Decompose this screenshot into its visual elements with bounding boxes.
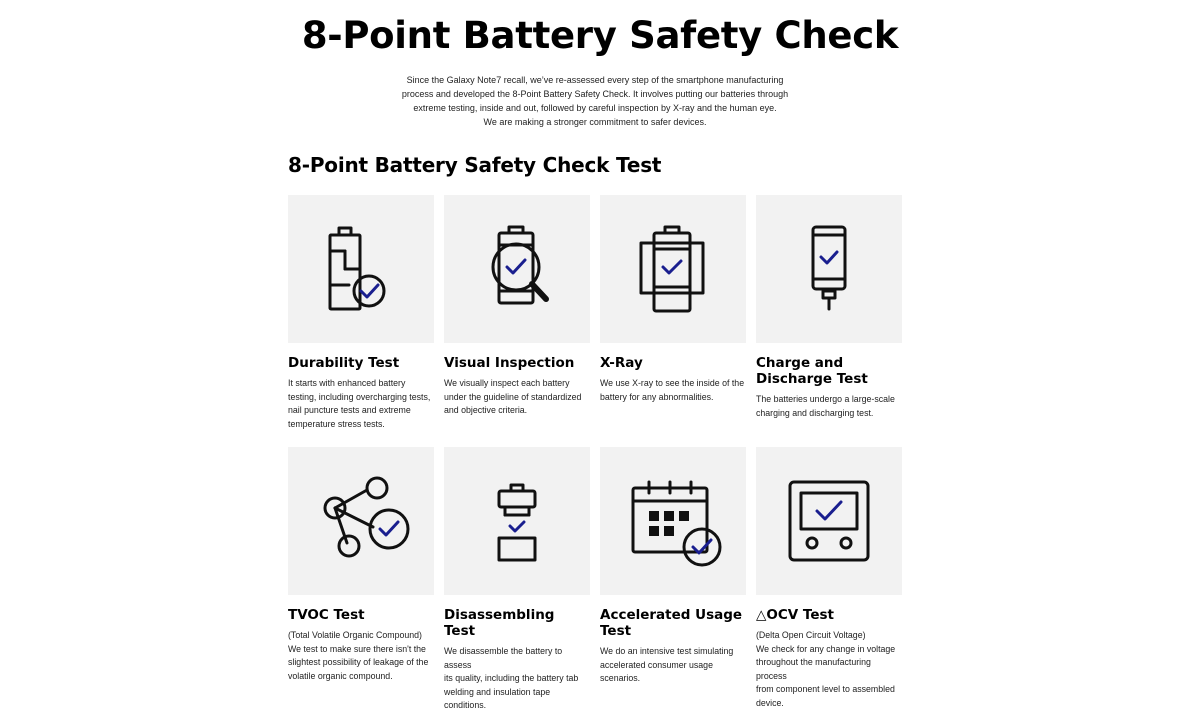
test-tile (444, 447, 590, 595)
durability-battery-check-icon (321, 219, 401, 319)
intro-text (380, 73, 810, 129)
test-description: The batteries undergo a large-scale charging and discharging test. (756, 394, 895, 418)
section-title: 8-Point Battery Safety Check Test (288, 153, 662, 177)
test-description: We visually inspect each battery under the guideline of standardized and objective criteria. (444, 378, 582, 416)
test-tile (600, 195, 746, 343)
test-title: Visual Inspection (444, 355, 575, 371)
test-title: Durability Test (288, 355, 400, 371)
magnifier-battery-icon (477, 219, 557, 319)
test-card-durability (288, 195, 434, 431)
test-card-x-ray (600, 195, 746, 404)
test-description: We disassemble the battery to assess its quality, including the battery tab welding and insulation tape conditions. (444, 646, 579, 711)
test-description: (Delta Open Circuit Voltage) We check for any change in voltage throughout the manufacturing process from component level to assembled device. (756, 630, 896, 708)
test-tile (756, 195, 902, 343)
test-title: TVOC Test (288, 607, 365, 623)
test-description: We do an intensive test simulating accelerated consumer usage scenarios. (600, 646, 734, 684)
test-title: X-Ray (600, 355, 643, 371)
test-tile (288, 447, 434, 595)
phone-charging-icon (789, 219, 869, 319)
test-tile (600, 447, 746, 595)
test-description: It starts with enhanced battery testing, including overcharging tests, nail puncture tests and extreme temperature stress tests. (288, 378, 431, 429)
test-description: We use X-ray to see the inside of the battery for any abnormalities. (600, 378, 745, 402)
test-tile (756, 447, 902, 595)
test-tile (288, 195, 434, 343)
page-title: 8-Point Battery Safety Check (301, 14, 899, 57)
test-card-tvoc (288, 447, 434, 683)
intro-line: We are making a stronger commitment to safer devices. (483, 117, 707, 127)
test-title: Accelerated Usage Test (600, 607, 743, 639)
test-title: Charge and Discharge Test (756, 355, 868, 387)
disassembled-battery-icon (477, 471, 557, 571)
test-card-visual-inspection (444, 195, 590, 418)
calendar-check-icon (623, 471, 723, 571)
intro-line: process and developed the 8-Point Battery Safety Check. It involves putting our batteries through (401, 89, 789, 99)
share-nodes-check-icon (311, 471, 411, 571)
test-tile (444, 195, 590, 343)
test-title: △OCV Test (756, 607, 834, 623)
test-description: (Total Volatile Organic Compound) We test to make sure there isn't the slightest possibility of leakage of the volatile organic compound. (288, 630, 429, 681)
test-card-accelerated-usage (600, 447, 746, 686)
voltage-meter-icon (779, 471, 879, 571)
test-card-delta-ocv (756, 447, 902, 711)
intro-line: Since the Galaxy Note7 recall, we’ve re-assessed every step of the smartphone manufacturing (406, 75, 784, 85)
test-card-charge-discharge (756, 195, 902, 420)
test-title: Disassembling Test (444, 607, 555, 639)
intro-line: extreme testing, inside and out, followed by careful inspection by X-ray and the human eye. (413, 103, 777, 113)
test-card-disassembling (444, 447, 590, 713)
xray-battery-icon (633, 219, 713, 319)
